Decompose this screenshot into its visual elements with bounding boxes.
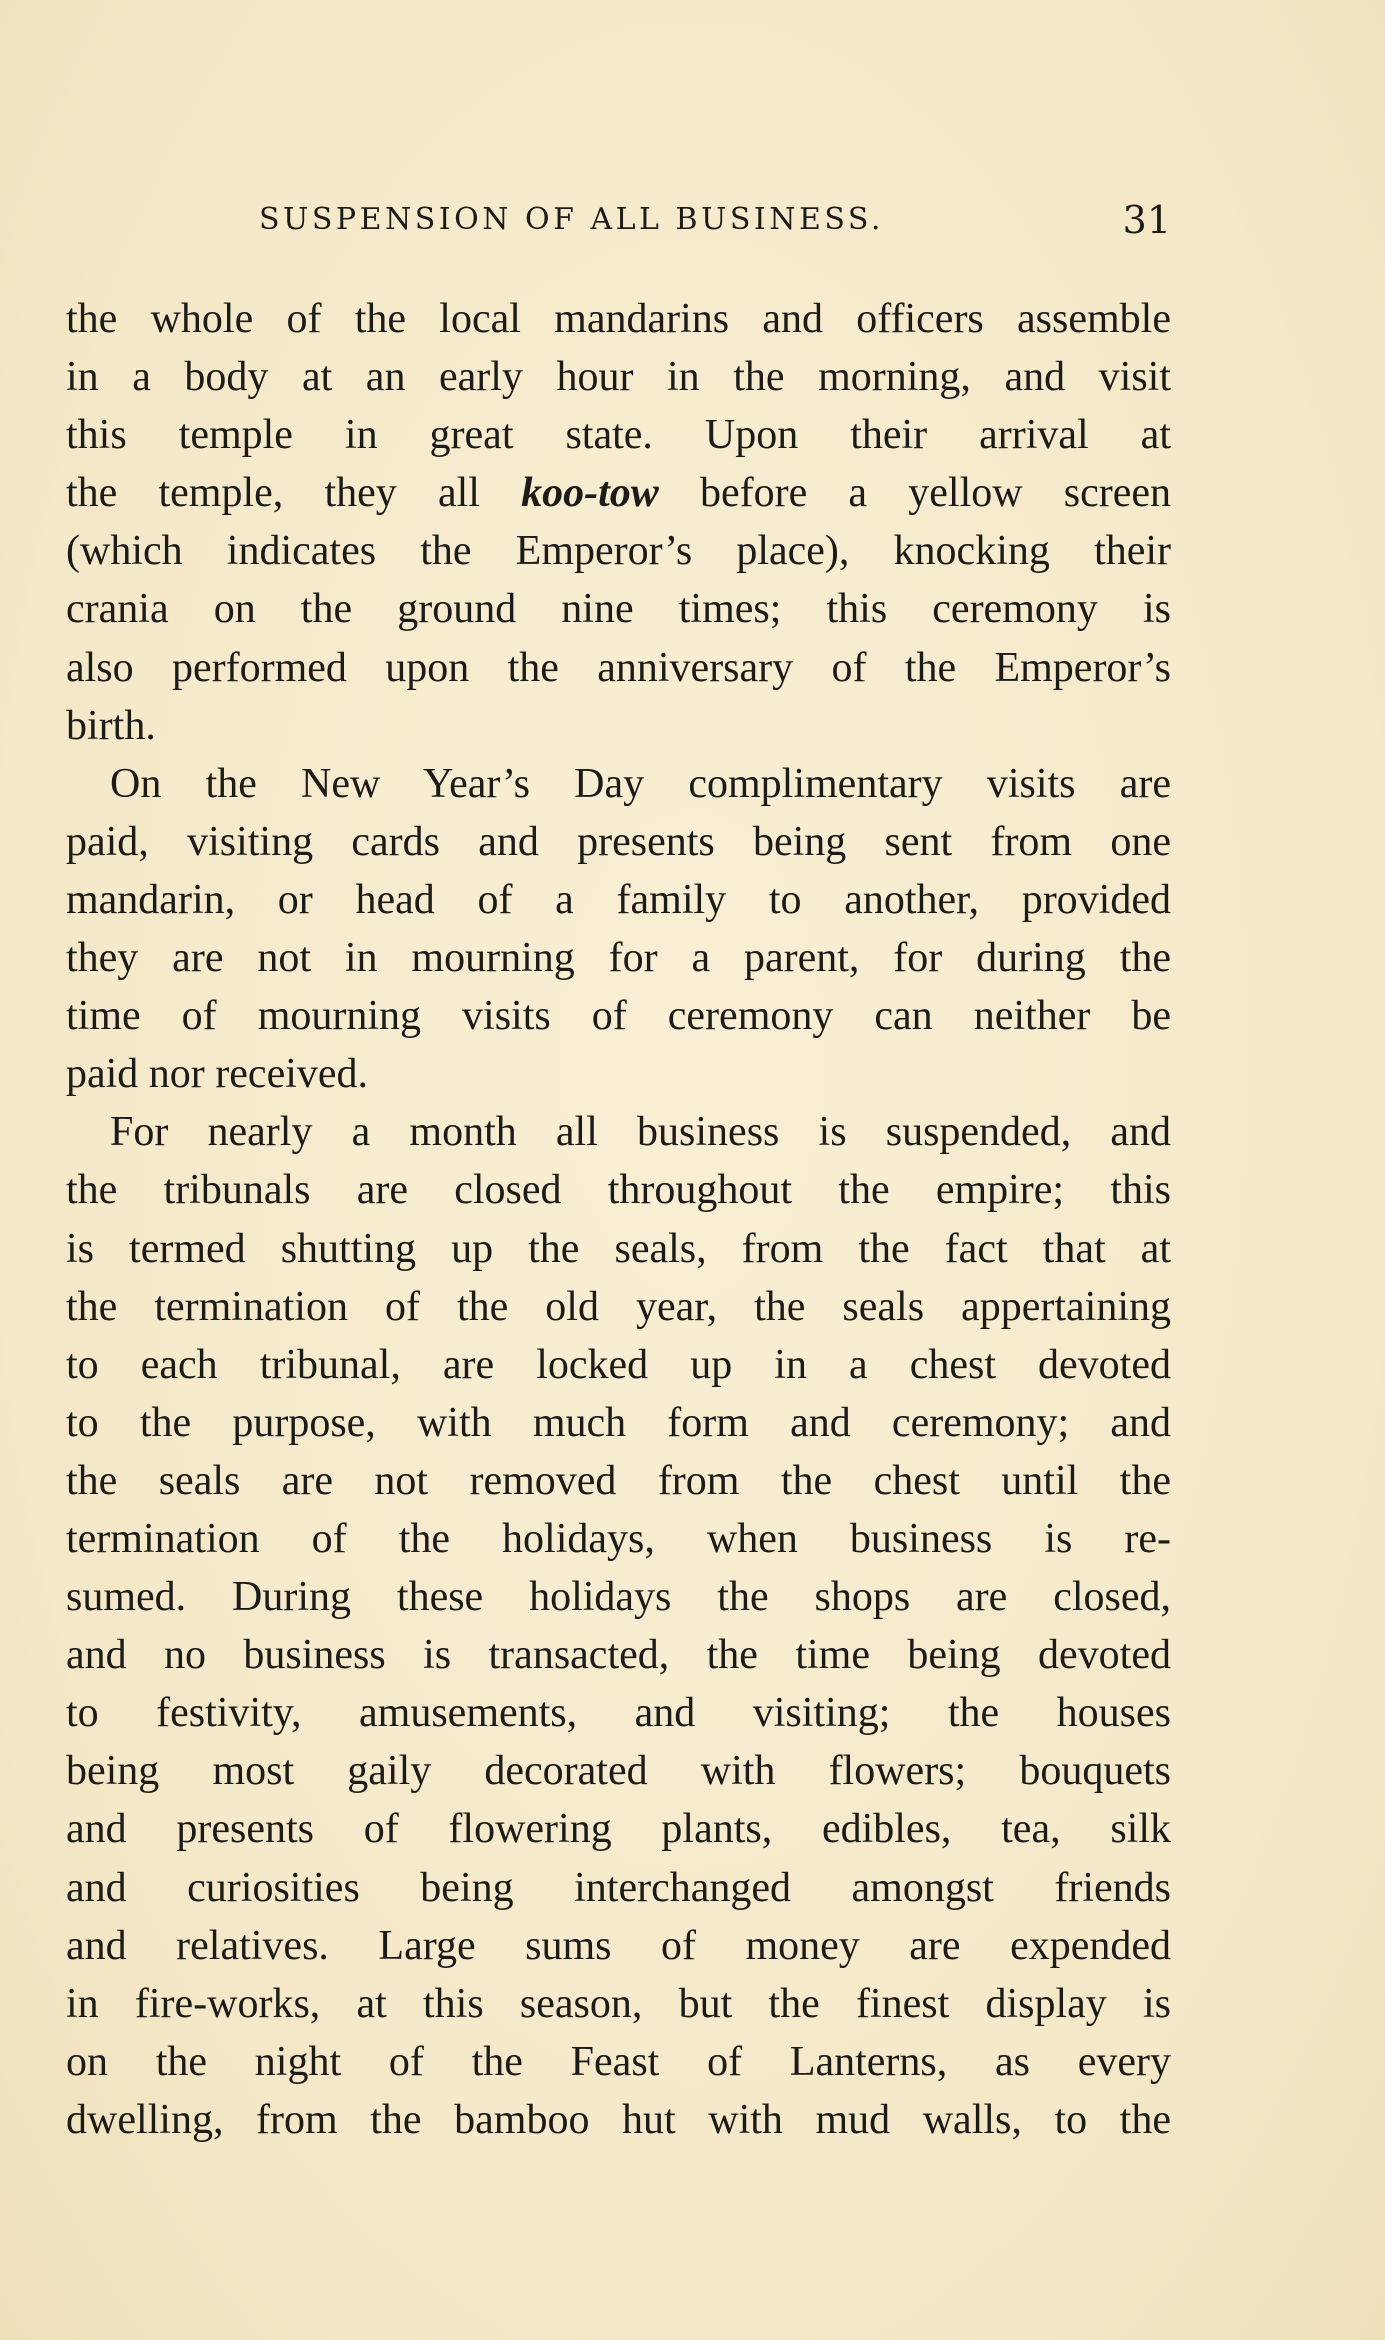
text-line: and no business is transacted, the time being devoted [66, 1632, 1171, 1679]
text-line: also performed upon the anniversary of the Emperor’s [66, 644, 1171, 691]
text-line: on the night of the Feast of Lanterns, as every [66, 2038, 1171, 2085]
text-line: to each tribunal, are locked up in a chest devoted [66, 1341, 1171, 1388]
text-line: the tribunals are closed throughout the empire; this [66, 1167, 1171, 1214]
text-line: birth. [66, 702, 156, 749]
text-line: paid, visiting cards and presents being sent from one [66, 818, 1171, 865]
text-line: being most gaily decorated with flowers; bouquets [66, 1748, 1171, 1795]
text-line: they are not in mourning for a parent, for during the [66, 935, 1171, 982]
text-line: the whole of the local mandarins and officers assemble [66, 296, 1171, 342]
paragraph-start-line: For nearly a month all business is suspended, and [110, 1109, 1171, 1156]
text-line: and relatives. Large sums of money are expended [66, 1922, 1171, 1969]
text-line: paid nor received. [66, 1051, 369, 1098]
text-line: and presents of flowering plants, edibles, tea, silk [66, 1806, 1171, 1853]
text-line: termination of the holidays, when business is re- [66, 1515, 1171, 1562]
paragraph-start-line: On the New Year’s Day complimentary visits are [110, 760, 1171, 807]
text-line: the termination of the old year, the seals appertaining [66, 1283, 1171, 1330]
text-line: the temple, they all koo-tow before a yellow screen [66, 470, 1171, 517]
body-text [66, 290, 1171, 2149]
text-line: crania on the ground nine times; this ceremony is [66, 586, 1171, 633]
text-line: and curiosities being interchanged amongst friends [66, 1864, 1171, 1911]
italic-term: koo-tow [521, 470, 659, 517]
text-line: the seals are not removed from the chest until the [66, 1457, 1171, 1504]
text-line: this temple in great state. Upon their arrival at [66, 412, 1171, 459]
text-line: in a body at an early hour in the morning, and visit [66, 354, 1171, 401]
running-head [66, 196, 1171, 244]
text-line: time of mourning visits of ceremony can neither be [66, 993, 1171, 1040]
running-title: SUSPENSION OF ALL BUSINESS. [259, 202, 884, 237]
text-line: in fire-works, at this season, but the finest display is [66, 1980, 1171, 2027]
text-line: sumed. During these holidays the shops are closed, [66, 1574, 1171, 1621]
text-line: to the purpose, with much form and ceremony; and [66, 1399, 1171, 1446]
page-number: 31 [1122, 198, 1171, 242]
text-line: is termed shutting up the seals, from the fact that at [66, 1225, 1171, 1272]
text-line: (which indicates the Emperor’s place), knocking their [66, 528, 1171, 575]
text-line: mandarin, or head of a family to another, provided [66, 876, 1171, 923]
text-line: to festivity, amusements, and visiting; the houses [66, 1690, 1171, 1737]
text-line: dwelling, from the bamboo hut with mud walls, to the [66, 2096, 1171, 2143]
